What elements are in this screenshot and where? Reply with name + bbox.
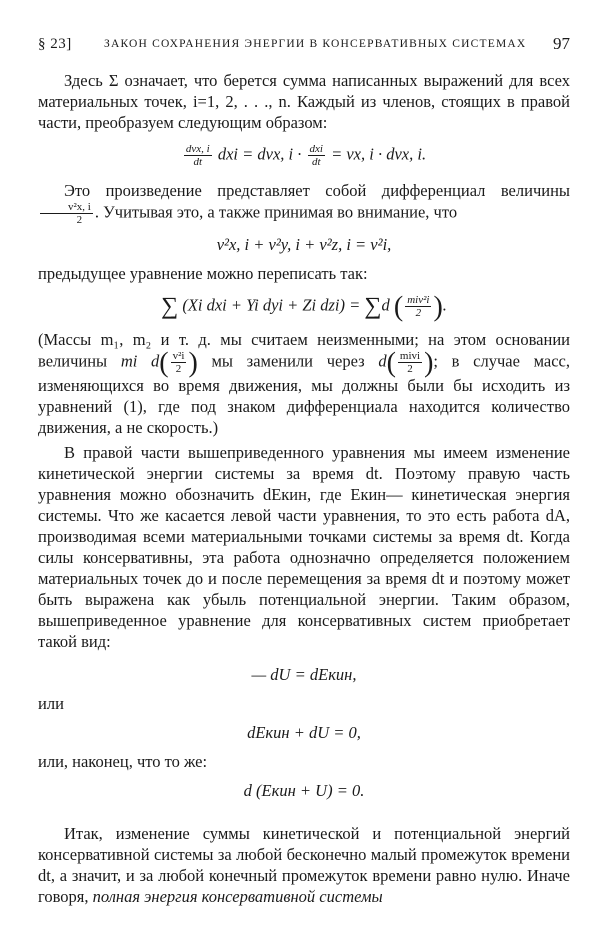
sum-sign-left: ∑: [161, 293, 179, 320]
formula-transform: [38, 143, 570, 168]
page-number: 97: [553, 34, 570, 53]
paragraph-kinetic-potential: В правой части вышеприведенного уравнения мы имеем изменение кинетической энергии системы за время dt. Поэтому правую часть уравнения можно обозначить dEкин, где Eкин— кинетическая энергия системы. Что же касается левой части уравнения, то это есть работа dA, производимая всеми материальными точками системы за время dt. Когда силы консервативны, эта работа однозначно определяется положением материальных точек до и после перемещения за время dt и поэтому может быть выражена как убыль потенциальной энергии. Таким образом, вышеприведенное уравнение для консервативных систем приобретает такой вид:: [38, 443, 570, 651]
paragraph-rewrite: предыдущее уравнение можно переписать так:: [38, 264, 368, 283]
paragraph-conclusion: Итак, изменение суммы кинетической и потенциальной энергий консервативной системы за любой бесконечно малый промежуток времени dt, а значит, и за любой конечный промежуток времени равно нулю. Иначе говоря, полная энергия консервативной системы: [38, 824, 570, 906]
fraction-mv: $\frac{\text{mivi}}{2}$: [399, 350, 421, 375]
formula-sum-zero: dEкин + dU = 0,: [247, 723, 361, 742]
fraction-v-squared: $\frac{\text{v²i}}{2}$: [172, 350, 185, 375]
emphasis-total-energy: полная энергия консервативной системы: [92, 887, 383, 906]
fraction-kinetic-energy: $\frac{\text{miv²i}}{2}$: [407, 294, 430, 319]
paragraph-masses-note: (Массы m₁, m₂ и т. д. мы считаем неизменными; на этом основании величины mi d( $\frac{\text{v²i}}{2}$ ) мы заменили через d( $\frac{\text{mivi}}{2}$ ); в случае масс, изменяющихся во время движения, мы должны были бы исходить из уравнений (1), где под знаком дифференциала находится количество движения, а не скорость.): [38, 330, 570, 437]
section-number: § 23]: [38, 36, 72, 52]
formula-velocity-squared: v²x, i + v²y, i + v²z, i = v²i,: [216, 235, 392, 254]
page-body: [38, 70, 570, 907]
formula-total-energy: d (Eкин + U) = 0.: [243, 781, 365, 800]
fraction-v-squared-half: $\frac{\text{v²x, i}}{2}$: [40, 201, 93, 226]
formula-transform-middle: dxi = dvx, i ·: [217, 144, 302, 164]
paragraph-sum-definition: Здесь Σ означает, что берется сумма написанных выражений для всех материальных точек, i=1, 2, . . ., n. Каждый из членов, стоящих в правой части, преобразуем следующим образом:: [38, 71, 570, 132]
page-header: [38, 34, 570, 58]
formula-work-energy: ∑ (Xi dxi + Yi dyi + Zi dzi) = ∑d ( $\frac{\text{miv²i}}{2}$ ).: [161, 291, 447, 323]
sum-sign-right: ∑: [364, 293, 382, 320]
fraction-dx-dt: $\frac{\text{dxi}}{dt}$: [309, 143, 323, 168]
paragraph-finally: или, наконец, что то же:: [38, 752, 208, 771]
fraction-dv-dt: $\frac{\text{dvx, i}}{dt}$: [185, 143, 210, 168]
running-title: ЗАКОН СОХРАНЕНИЯ ЭНЕРГИИ В КОНСЕРВАТИВНЫХ СИСТЕМАХ: [104, 38, 527, 50]
paragraph-differential: Это произведение представляет собой дифференциал величины $\frac{\text{v²x, i}}{2}$ . Учитывая это, а также принимая во внимание, что: [38, 180, 570, 226]
word-or: или: [38, 694, 64, 713]
formula-transform-tail: = vx, i · dvx, i.: [331, 144, 427, 164]
formula-du: — dU = dEкин,: [251, 665, 357, 684]
